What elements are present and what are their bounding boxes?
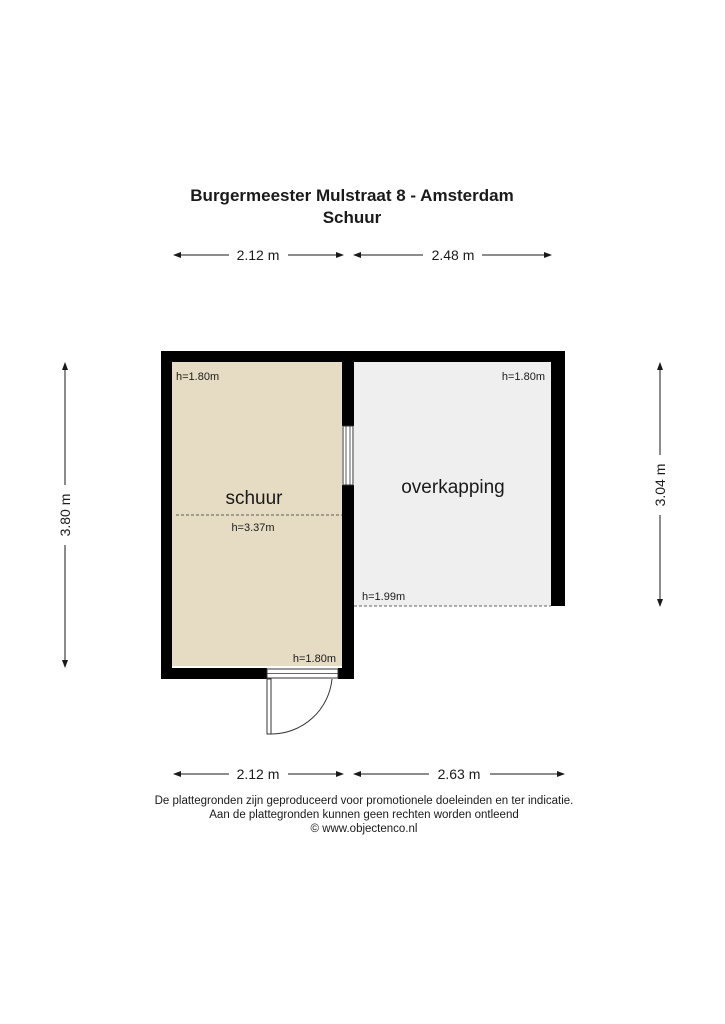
wall-bottom-left bbox=[161, 668, 267, 679]
room-label-overkapping: overkapping bbox=[401, 477, 505, 498]
dimension-left-label: 3.80 m bbox=[57, 493, 73, 537]
dimension-bottom-left bbox=[173, 766, 344, 782]
height-label-overkapping-top: h=1.80m bbox=[501, 371, 545, 383]
room-label-schuur: schuur bbox=[225, 488, 283, 509]
wall-left bbox=[161, 351, 172, 679]
height-label-schuur-top: h=1.80m bbox=[176, 371, 220, 383]
window-divider bbox=[343, 426, 353, 485]
height-label-schuur-bottom: h=1.80m bbox=[292, 653, 336, 665]
height-label-overkapping-bottom: h=1.99m bbox=[362, 591, 406, 603]
disclaimer-line-2: Aan de plattegronden kunnen geen rechten worden ontleend bbox=[209, 809, 519, 821]
dimension-top-right-label: 2.48 m bbox=[431, 247, 475, 263]
room-schuur bbox=[172, 362, 342, 666]
dimension-top-right bbox=[353, 247, 552, 263]
dimension-bottom-left-label: 2.12 m bbox=[236, 766, 280, 782]
dimension-bottom-right-label: 2.63 m bbox=[437, 766, 481, 782]
dimension-left bbox=[57, 362, 73, 668]
plan-subtitle: Schuur bbox=[322, 208, 382, 227]
height-label-schuur-center: h=3.37m bbox=[231, 522, 275, 534]
wall-divider-lower bbox=[342, 485, 354, 679]
dimension-top-left bbox=[173, 247, 344, 263]
dimension-top-left-label: 2.12 m bbox=[236, 247, 280, 263]
wall-top bbox=[161, 351, 565, 362]
disclaimer-line-3: © www.objectenco.nl bbox=[310, 823, 418, 835]
disclaimer-line-1: De plattegronden zijn geproduceerd voor promotionele doeleinden en ter indicatie. bbox=[154, 795, 574, 807]
dimension-right-label: 3.04 m bbox=[652, 463, 668, 507]
door-bottom bbox=[267, 669, 338, 734]
plan-title: Burgermeester Mulstraat 8 - Amsterdam bbox=[190, 186, 514, 205]
wall-divider-upper bbox=[342, 362, 354, 426]
dimension-right bbox=[652, 362, 668, 607]
dimension-bottom-right bbox=[353, 766, 565, 782]
wall-right bbox=[551, 351, 565, 606]
